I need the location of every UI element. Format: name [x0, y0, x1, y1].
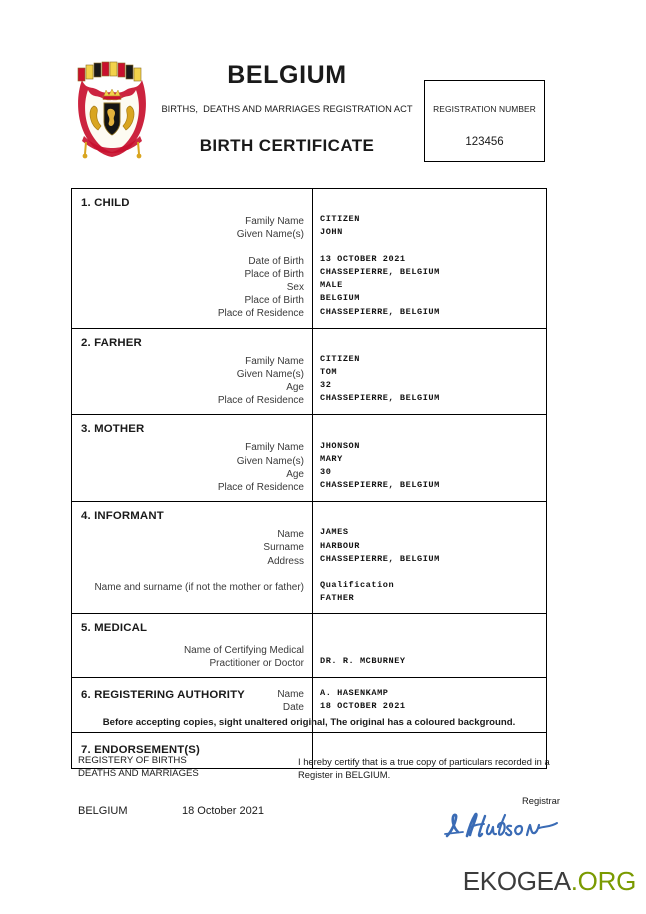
- value-informant-qualification-label: Qualification: [320, 580, 395, 591]
- registrar-signature: [401, 810, 561, 844]
- value-medical-practitioner: DR. R. MCBURNEY: [320, 655, 406, 666]
- registry-line-2: DEATHS AND MARRIAGES: [78, 767, 199, 779]
- country-name: BELGIUM: [227, 61, 347, 89]
- label-informant-surname: Surname: [263, 542, 304, 554]
- registrar-label: Registrar: [521, 795, 560, 806]
- section-father: [72, 329, 546, 416]
- section-informant-title: 4. INFORMANT: [81, 510, 164, 523]
- act-line: BIRTHS, DEATHS AND MARRIAGES REGISTRATION ACT: [161, 104, 413, 114]
- label-medical-practitioner-line2: Practitioner or Doctor: [209, 657, 304, 669]
- value-informant-qualification: FATHER: [320, 593, 355, 604]
- section-child-labels: [72, 189, 313, 328]
- brand-name: EKOGEA: [462, 866, 571, 896]
- section-informant-labels: [72, 502, 313, 612]
- certificate-type: BIRTH CERTIFICATE: [199, 136, 375, 155]
- label-child-place-of-birth: Place of Birth: [244, 268, 304, 280]
- section-father-title: 2. FARHER: [81, 336, 142, 349]
- section-mother-labels: [72, 415, 313, 501]
- section-endorsements-title: 7. ENDORSEMENT(S): [81, 744, 200, 757]
- value-father-place-of-residence: CHASSEPIERRE, BELGIUM: [320, 393, 440, 404]
- value-child-sex: MALE: [320, 280, 343, 291]
- label-informant-address: Address: [267, 555, 304, 567]
- label-father-family-name: Family Name: [245, 355, 304, 367]
- registry-date: 18 October 2021: [182, 805, 264, 817]
- section-authority-title: 6. REGISTERING AUTHORITY: [81, 689, 245, 702]
- label-informant-qualification: Name and surname (if not the mother or father): [94, 582, 304, 594]
- label-child-given-names: Given Name(s): [236, 229, 304, 241]
- section-informant: [72, 502, 546, 613]
- value-father-family-name: CITIZEN: [320, 353, 360, 364]
- value-child-family-name: CITIZEN: [320, 214, 360, 225]
- value-child-date-of-birth: 13 OCTOBER 2021: [320, 253, 406, 264]
- label-authority-name: Name: [277, 689, 304, 701]
- label-child-family-name: Family Name: [245, 216, 304, 227]
- label-medical-practitioner-line1: Name of Certifying Medical: [183, 644, 304, 656]
- brand-tld: .ORG: [570, 866, 636, 896]
- value-father-given-names: TOM: [320, 367, 338, 378]
- value-child-place-of-birth-2: BELGIUM: [320, 293, 360, 304]
- section-medical-title: 5. MEDICAL: [81, 621, 148, 634]
- section-child: [72, 189, 546, 329]
- value-mother-given-names: MARY: [320, 453, 343, 464]
- registration-number-label: REGISTRATION NUMBER: [433, 104, 536, 114]
- value-authority-name: A. HASENKAMP: [320, 688, 389, 699]
- label-mother-place-of-residence: Place of Residence: [217, 482, 304, 494]
- certificate-header: [0, 52, 646, 172]
- certificate-table: [71, 188, 547, 769]
- value-informant-address: CHASSEPIERRE, BELGIUM: [320, 553, 440, 564]
- label-authority-date: Date: [282, 702, 304, 714]
- section-father-labels: [72, 329, 313, 415]
- belgium-coat-of-arms-icon: [68, 56, 156, 168]
- value-father-age: 32: [320, 380, 332, 391]
- section-medical-values: [313, 614, 546, 677]
- section-mother-title: 3. MOTHER: [81, 423, 145, 436]
- copy-notice: Before accepting copies, sight unaltered original, The original has a coloured background.: [102, 717, 516, 728]
- label-child-place-of-birth-2: Place of Birth: [244, 295, 304, 307]
- title-block: [156, 60, 418, 157]
- label-father-age: Age: [286, 382, 304, 394]
- label-father-place-of-residence: Place of Residence: [217, 395, 304, 407]
- label-child-sex: Sex: [286, 282, 304, 293]
- value-mother-age: 30: [320, 467, 332, 478]
- section-medical: [72, 614, 546, 678]
- label-child-date-of-birth: Date of Birth: [248, 255, 304, 267]
- section-mother-values: [313, 415, 546, 501]
- label-mother-family-name: Family Name: [245, 442, 304, 454]
- registry-line-1: REGISTERY OF BIRTHS: [78, 755, 187, 766]
- certify-line-2: Register in BELGIUM.: [298, 769, 391, 780]
- value-child-place-of-residence: CHASSEPIERRE, BELGIUM: [320, 306, 440, 317]
- registry-country: BELGIUM: [78, 805, 128, 817]
- registry-office: [78, 755, 199, 780]
- value-authority-date: 18 OCTOBER 2021: [320, 701, 406, 712]
- label-mother-given-names: Given Name(s): [236, 455, 304, 467]
- registration-number-box: [424, 80, 545, 162]
- section-father-values: [313, 329, 546, 415]
- label-child-place-of-residence: Place of Residence: [217, 308, 304, 320]
- value-informant-surname: HARBOUR: [320, 540, 360, 551]
- ekogea-watermark: [463, 866, 636, 896]
- section-medical-labels: [72, 614, 313, 677]
- section-informant-values: [313, 502, 546, 612]
- value-child-given-names: JOHN: [320, 227, 343, 238]
- certify-line-1: I hereby certify that is a true copy of particulars recorded in a: [298, 756, 550, 767]
- value-child-place-of-birth: CHASSEPIERRE, BELGIUM: [320, 267, 440, 277]
- label-father-given-names: Given Name(s): [236, 368, 304, 380]
- value-informant-name: JAMES: [320, 527, 349, 538]
- value-mother-family-name: JHONSON: [320, 440, 360, 451]
- section-child-title: 1. CHILD: [81, 197, 130, 209]
- registry-country-date: [78, 804, 264, 818]
- section-mother: [72, 415, 546, 502]
- label-mother-age: Age: [286, 468, 304, 480]
- certification-statement: [298, 755, 560, 781]
- label-informant-name: Name: [277, 529, 304, 541]
- section-child-values: [313, 189, 546, 328]
- value-mother-place-of-residence: CHASSEPIERRE, BELGIUM: [320, 480, 440, 491]
- certificate-footer: [71, 716, 571, 835]
- registration-number-value: 123456: [465, 136, 504, 148]
